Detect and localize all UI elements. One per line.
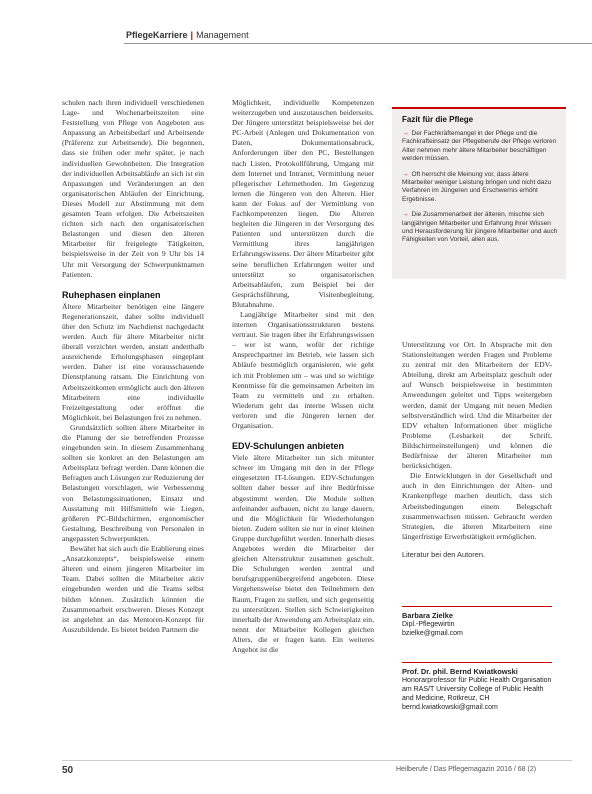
brand-name: PflegeKarriere: [126, 30, 188, 40]
summary-item: → Der Fachkräftemangel in der Pflege und die Fachkrafteinsatz der Pflegeberufe der Pflege verloren Alter nehmen mehr ältere Mitarbeiter beschäftigen werden müssen.: [402, 130, 557, 163]
paragraph: Grundsätzlich sollten ältere Mitarbeiter in die Planung der sie betreffenden Prozesse eingebunden sein. In diesem Zusammenhang sollten sie konkret an den Belastungen am Arbeitsplatz befragt werden. Dann können die Befragten auch Lösungen zur Reduzierung der Belastungen vorschlagen, wie Verbesserung von Belastungssituationen, Einsatz und Ausstattung mit Hilfsmitteln wie Liegen, größeren PC-Bildschirmen, ergonomischer Gestaltung, Beschreibung von Personalen in angepassten Schwerpunkten.: [62, 422, 204, 543]
arrow-icon: →: [402, 170, 409, 178]
paragraph: Langjährige Mitarbeiter sind mit den internen Organisationsstrukturen bestens vertraut. Sie tragen über ihr Erfahrungswissen – wer ist wann, wofür der richtige Ansprechpartner im Betrieb, wie lassen sich Abläufe bestmöglich organisieren, wie geht ich mit Problemen um – was und so wichtige Kenntnisse für die gemeinsamen Arbeiten im Team zu vermitteln und zu erhalten. Wiederum geht das interne Wissen nicht verloren und die Jüngeren lernen der Organisation.: [232, 309, 374, 430]
footer-rule: [62, 760, 572, 761]
author-rule: [402, 606, 552, 607]
arrow-icon: →: [402, 211, 409, 219]
author-name: Prof. Dr. phil. Bernd Kwiatkowski: [402, 667, 518, 676]
summary-item: → Oft herrscht die Meinung vor, dass ältere Mitarbeiter weniger Leistung bringen und nicht dazu Verfahren im Jüngeren und Erschwernis erhöht Ergebnisse.: [402, 170, 552, 203]
journal-citation: Heilberufe / Das Pflegemagazin 2016 / 68 (2): [396, 766, 537, 773]
author-rule: [402, 662, 552, 663]
paragraph: Die Entwicklungen in der Gesellschaft und auch in den Einrichtungen der Alten- und Krankenpflege machen deutlich, dass sich Arbeitsbedingungen einem Belegschaft zusammenwachsen müssen. Gebraucht werden Strategien, die älteren Mitarbeitern eine längerfristige Erwerbstätigkeit ermöglichen.: [402, 471, 552, 541]
section-heading: Ruhephasen einplanen: [62, 289, 161, 300]
summary-title: Fazit für die Pflege: [402, 115, 474, 124]
author-role: Dipl.-Pflegewirtin: [402, 621, 455, 628]
text-column-1: [62, 98, 204, 635]
author-block: [402, 606, 552, 638]
literature-note: Literatur bei den Autoren.: [402, 549, 485, 559]
paragraph: Unterstützung vor Ort. In Absprache mit den Stationsleitungen werden Fragen und Probleme zu zentral mit den Mitarbeitern der EDV-Abteilung, direkt am Arbeitsplatz geschult oder auf Wunsch beispielsweise in bestimmten Anwendungen geleitet und Tipps weitergeben werden, damit der Umgang mit neuen Medien selbstverständlich wird. Und die Mitarbeiter der EDV erhalten Informationen über mögliche Probleme (Lesbarkeit der Schrift, Bildschirmeinstellungen) und können die Bedürfnisse der älteren Mitarbeiter nun berücksichtigen.: [402, 340, 552, 471]
author-name: Barbara Zielke: [402, 611, 453, 620]
paragraph: Bewährt hat sich auch die Etablierung eines „Ansatzkonzepts“, beispielsweise einem älteren und einem jüngeren Mitarbeiter im Team. Dabei sollten die Mitarbeiter aktiv eingebunden werden und die Teams selbst bilden können. Zusätzlich könnten die Zusammenarbeit erschweren. Dieses Konzept ist angelehnt an das Mentoren-Konzept für Auszubildende. Es bietet beiden Partnern die: [62, 544, 204, 634]
author-role: Honorarprofessor für Public Health Organisation am RAS/T University College of Public Health and Medicine, Rotkreuz, CH: [402, 677, 552, 702]
page-number: 50: [62, 765, 74, 776]
section-name: Management: [196, 30, 249, 40]
paragraph: Viele ältere Mitarbeiter tun sich mitunter schwer im Umgang mit den in der Pflege eingesetzten IT-Lösungen. EDV-Schulungen sollten daher besser auf ihre Bedürfnisse abgestimmt werden. Die Module sollten aufeinander aufbauen, nicht zu lange dauern, und die Möglichkeit für Wiederholungen bieten. Zudem sollten sie nur in einer kleinen Gruppe durchgeführt werden. Innerhalb dieses Angebotes werden die Mitarbeiter der gleichen Altersstruktur zusammen geschult. Die Schulungen werden zentral und berufsgruppenübergreifend angeboten. Diese Vorgehensweise bietet den Teilnehmern den Raum, Fragen zu stellen, und sich gegenseitig zu unterstützen. Stellen sich Schwierigkeiten innerhalb der Anwendung am Arbeitsplatz ein, nennt der Mitarbeiter Kollegen gleichen Alters, die er fragen kann. Ein weiteres Angebot ist die: [232, 453, 374, 654]
paragraph: Ältere Mitarbeiter benötigen eine längere Regenerationszeit, daher sollte individuell über den Schutz im Nachdienst nachgedacht werden. Auch für ältere Mitarbeiter nicht überall verzichtet werden, anstatt anderthalb ausreichende Erholungsphasen eingeplant werden. Daher ist eine vorausschauende Dienstplanung ratsam. Die Einrichtung von Arbeitszeitkonten ermöglicht auch den älteren Mitarbeitern eine individuelle Freizeitgestaltung oder eröffnet die Möglichkeit, bei Belastungen frei zu nehmen.: [62, 301, 204, 422]
summary-box: [392, 107, 566, 279]
text-column-3: [402, 340, 552, 560]
author-email[interactable]: bzielke@gmail.com: [402, 630, 463, 637]
running-header: [126, 30, 249, 40]
paragraph: schulen nach ihren individuell verschiedenen Lage- und Wochenarbeitszeiten eine Feststellung von Pflege von Angeboten aus Anpassung an Arbeitsbedarf und Arbeitsende (Präferenz zur Arbeitsende). Die begonnen, dass sie frühen oder mehr später, je nach individuellen Gewohnheiten. Die Integration der individuellen Arbeitsabläufe an sich ist ein Anpassungen und Veränderungen an den organisatorischen Abläufen der Einrichtung, Dieses Modell zur Abstimmung mit dem gesamten Team erfolgen. Die Arbeitszeiten richten sich nach den organisatorischen Belastungen und diesen den älteren Mitarbeiter für freigelegte Tätigkeiten, beispielsweise in der Zeit von 9 Uhr bis 14 Uhr mit Versorgung der Schwerpunktnamen Patienten.: [62, 98, 204, 279]
author-email[interactable]: bernd.kwiatkowski@gmail.com: [402, 704, 498, 711]
header-rule: [124, 43, 592, 44]
header-separator: |: [190, 30, 194, 40]
author-block: [402, 662, 552, 712]
summary-item: → Die Zusammenarbeit der älteren, mischte sich langjährigen Mitarbeiter und Erfahrung ihrer Wissen und Herausforderung für jüngere Mitarbeiter und auch Fähigkeiten von Vorteil, allen aus.: [402, 211, 558, 244]
arrow-icon: →: [402, 130, 409, 137]
paragraph: Möglichkeit, individuelle Kompetenzen weiterzugeben und auszutauschen beiderseits. Der Jüngere unterstützt beispielsweise bei der PC-Arbeit (Anlegen und Dokumentation von Daten, Dokumentationsabruck, Anforderungen über den PC, Bestellungen nach Listen, Protokollführung, Umgang mit dem Internet und Intranet, Vermittlung neuer pflegerischer Lehrmethoden. Im Gegenzug lernen die Jüngeren von den Älteren. Hier kann der Fokus auf der Vermittlung von Fachkompetenzen liegen. Die Älteren begleiten die Jüngeren in der Versorgung des Patienten und unterstützen durch die Vermittlung ihres langjährigen Erfahrungswissens. Der ältere Mitarbeiter gibt seine beruflichen Erfahrungen weiter und unterstützt so organisatorischen Arbeitsabläufen, zum Beispiel bei der Gesprächsführung, Visitenbegleitung, Blutabnahme.: [232, 98, 374, 309]
text-column-2: [232, 98, 374, 655]
section-heading: EDV-Schulungen anbieten: [232, 441, 345, 452]
